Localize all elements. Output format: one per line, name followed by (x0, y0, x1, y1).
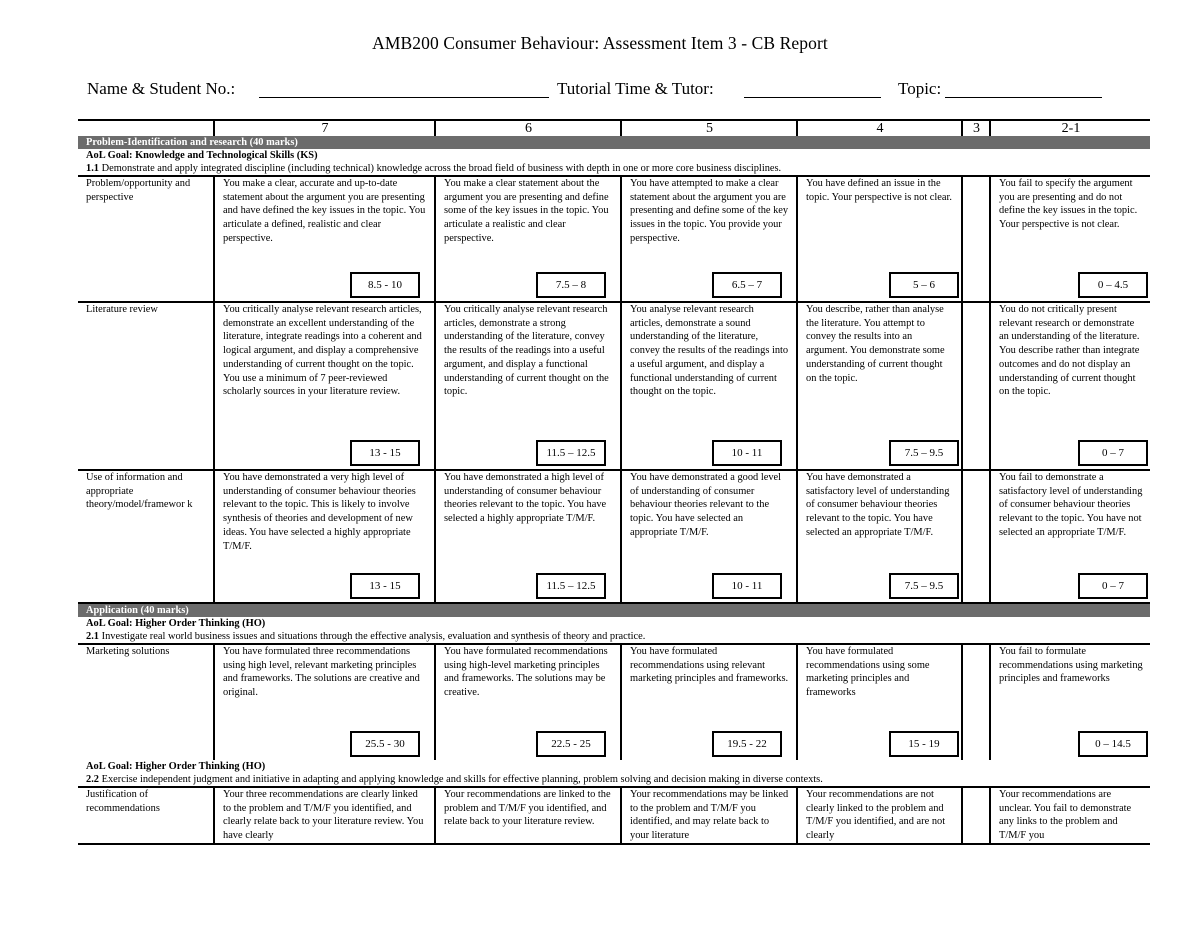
criterion-row-justification (78, 787, 1150, 844)
score-box-4: 7.5 – 9.5 (889, 573, 959, 599)
name-student-label: Name & Student No.: (87, 79, 236, 98)
descriptor-5: Your recommendations may be linked to the problem and T/M/F you identified, and may relate back to your literature (621, 787, 797, 844)
descriptor-5: You have attempted to make a clear statement about the argument you are presenting and define some of the key issues in the topic. You provide your perspective. 6.5 – 7 (621, 176, 797, 302)
descriptor-4: You have defined an issue in the topic. Your perspective is not clear. 5 – 6 (797, 176, 962, 302)
descriptor-2-1: You fail to specify the argument you are presenting and do not define the key issues in the topic. Your perspective is not clear. 0 – 4.5 (990, 176, 1150, 302)
criterion-row-literature (78, 302, 1150, 470)
descriptor-2-1: You fail to formulate recommendations using marketing principles and frameworks 0 – 14.5 (990, 644, 1150, 760)
descriptor-4: You describe, rather than analyse the literature. You attempt to convey the results into an argument. You demonstrate some understanding of current thought on the topic. 7.5 – 9.5 (797, 302, 962, 470)
criterion-label: Problem/opportunity and perspective (78, 176, 214, 302)
score-box-2-1: 0 – 7 (1078, 440, 1148, 466)
score-box-2-1: 0 – 14.5 (1078, 731, 1148, 757)
descriptor-3 (962, 176, 990, 302)
score-box-4: 7.5 – 9.5 (889, 440, 959, 466)
grade-header-5: 5 (621, 120, 797, 136)
score-box-5: 10 - 11 (712, 440, 782, 466)
descriptor-3 (962, 644, 990, 760)
score-box-5: 6.5 – 7 (712, 272, 782, 298)
document-title: AMB200 Consumer Behaviour: Assessment Item 3 - CB Report (372, 33, 828, 53)
descriptor-5: You have formulated recommendations using relevant marketing principles and frameworks. 19.5 - 22 (621, 644, 797, 760)
criterion-label: Literature review (78, 302, 214, 470)
criterion-row-marketing (78, 644, 1150, 760)
score-box-5: 19.5 - 22 (712, 731, 782, 757)
score-box-6: 7.5 – 8 (536, 272, 606, 298)
score-box-4: 15 - 19 (889, 731, 959, 757)
descriptor-6: You have formulated recommendations using high-level marketing principles and frameworks. The solutions may be creative. 22.5 - 25 (435, 644, 621, 760)
descriptor-3 (962, 302, 990, 470)
descriptor-6: You make a clear statement about the argument you are presenting and define some of the key issues in the topic. You articulate a realistic and clear perspective. 7.5 – 8 (435, 176, 621, 302)
tutorial-field[interactable] (744, 97, 881, 98)
descriptor-6: Your recommendations are linked to the problem and T/M/F you identified, and relate back to your literature review. (435, 787, 621, 844)
descriptor-2-1: Your recommendations are unclear. You fail to demonstrate any links to the problem and T/M/F you (990, 787, 1150, 844)
topic-label: Topic: (898, 79, 942, 98)
goal-text: Demonstrate and apply integrated discipline (including technical) knowledge across the broad field of business with depth in one or more core business disciplines. (101, 163, 782, 174)
descriptor-7: You make a clear, accurate and up-to-date statement about the argument you are presenting and have defined the key issues in the topic. You articulate a defined, realistic and clear perspective. 8.5 - 10 (214, 176, 435, 302)
grade-header-2-1: 2-1 (990, 120, 1150, 136)
rubric-table (78, 119, 1150, 845)
descriptor-2-1: You fail to demonstrate a satisfactory level of understanding of consumer behaviour theories relevant to the topic. You have not selected an appropriate T/M/F. 0 – 7 (990, 470, 1150, 603)
goal-number: 2.2 (86, 774, 99, 785)
section-header: Application (40 marks) (78, 603, 1150, 617)
goal-number: 2.1 (86, 631, 99, 642)
criterion-row-problem (78, 176, 1150, 302)
score-box-7: 25.5 - 30 (350, 731, 420, 757)
descriptor-5: You analyse relevant research articles, demonstrate a sound understanding of the literature, convey the results of the readings into a useful argument, and display a functional understanding of current thought on the topic. 10 - 11 (621, 302, 797, 470)
goal-text: Exercise independent judgment and initiative in adapting and applying knowledge and skills for effective planning, problem solving and decision making in diverse contexts. (101, 774, 823, 785)
goal-description (78, 773, 1150, 787)
name-student-field[interactable] (259, 97, 549, 98)
grade-header-3: 3 (962, 120, 990, 136)
descriptor-6: You critically analyse relevant research articles, demonstrate a strong understanding of the literature, convey the results of the readings into a useful argument, and display a functional understanding of current thought on the topic. 11.5 – 12.5 (435, 302, 621, 470)
grade-header-7: 7 (214, 120, 435, 136)
grade-header-row (78, 120, 1150, 136)
grade-header-blank (78, 120, 214, 136)
aol-goal: AoL Goal: Knowledge and Technological Skills (KS) (86, 150, 318, 161)
grade-header-4: 4 (797, 120, 962, 136)
goal-number: 1.1 (86, 163, 99, 174)
descriptor-7: Your three recommendations are clearly linked to the problem and T/M/F you identified, and clearly relate back to your literature review. You have clearly (214, 787, 435, 844)
score-box-6: 22.5 - 25 (536, 731, 606, 757)
score-box-7: 13 - 15 (350, 573, 420, 599)
descriptor-4: You have formulated recommendations using some marketing principles and frameworks 15 - 19 (797, 644, 962, 760)
descriptor-2-1: You do not critically present relevant research or demonstrate an understanding of the literature. You describe rather than integrate outcomes and do not display an understanding of current thought on the topic. 0 – 7 (990, 302, 1150, 470)
aol-goal: AoL Goal: Higher Order Thinking (HO) (86, 761, 266, 772)
goal-description (78, 162, 1150, 176)
descriptor-7: You have formulated three recommendations using high level, relevant marketing principles and frameworks. The solutions are creative and original. 25.5 - 30 (214, 644, 435, 760)
topic-field[interactable] (945, 97, 1102, 98)
criterion-row-information (78, 470, 1150, 603)
score-box-2-1: 0 – 7 (1078, 573, 1148, 599)
descriptor-4: You have demonstrated a satisfactory level of understanding of consumer behaviour theories relevant to the topic. You have selected an appropriate T/M/F. 7.5 – 9.5 (797, 470, 962, 603)
descriptor-5: You have demonstrated a good level of understanding of consumer behaviour theories relevant to the topic. You have selected an appropriate T/M/F. 10 - 11 (621, 470, 797, 603)
score-box-4: 5 – 6 (889, 272, 959, 298)
criterion-label: Marketing solutions (78, 644, 214, 760)
score-box-7: 13 - 15 (350, 440, 420, 466)
score-box-6: 11.5 – 12.5 (536, 440, 606, 466)
section-header: Problem-Identification and research (40 marks) (78, 136, 1150, 149)
descriptor-7: You critically analyse relevant research articles, demonstrate an excellent understanding of the literature, integrate readings into a coherent and logical argument, and display a comprehensive understanding of current thought on the topic. You use a minimum of 7 peer-reviewed scholarly sources in your literature review. 13 - 15 (214, 302, 435, 470)
descriptor-3 (962, 470, 990, 603)
score-box-2-1: 0 – 4.5 (1078, 272, 1148, 298)
descriptor-3 (962, 787, 990, 844)
score-box-7: 8.5 - 10 (350, 272, 420, 298)
aol-goal: AoL Goal: Higher Order Thinking (HO) (86, 618, 266, 629)
score-box-6: 11.5 – 12.5 (536, 573, 606, 599)
grade-header-6: 6 (435, 120, 621, 136)
descriptor-4: Your recommendations are not clearly linked to the problem and T/M/F you identified, and are not clearly (797, 787, 962, 844)
descriptor-7: You have demonstrated a very high level of understanding of consumer behaviour theories relevant to the topic. This is likely to involve synthesis of theories and development of new ideas. You have selected a highly appropriate T/M/F. 13 - 15 (214, 470, 435, 603)
tutorial-label: Tutorial Time & Tutor: (557, 79, 714, 98)
goal-description (78, 630, 1150, 644)
goal-text: Investigate real world business issues and situations through the effective analysis, evaluation and synthesis of theory and practice. (101, 631, 646, 642)
descriptor-6: You have demonstrated a high level of understanding of consumer behaviour theories relevant to the topic. You have selected a highly appropriate T/M/F. 11.5 – 12.5 (435, 470, 621, 603)
criterion-label: Justification of recommendations (78, 787, 214, 844)
score-box-5: 10 - 11 (712, 573, 782, 599)
criterion-label: Use of information and appropriate theory/model/framewor k (78, 470, 214, 603)
